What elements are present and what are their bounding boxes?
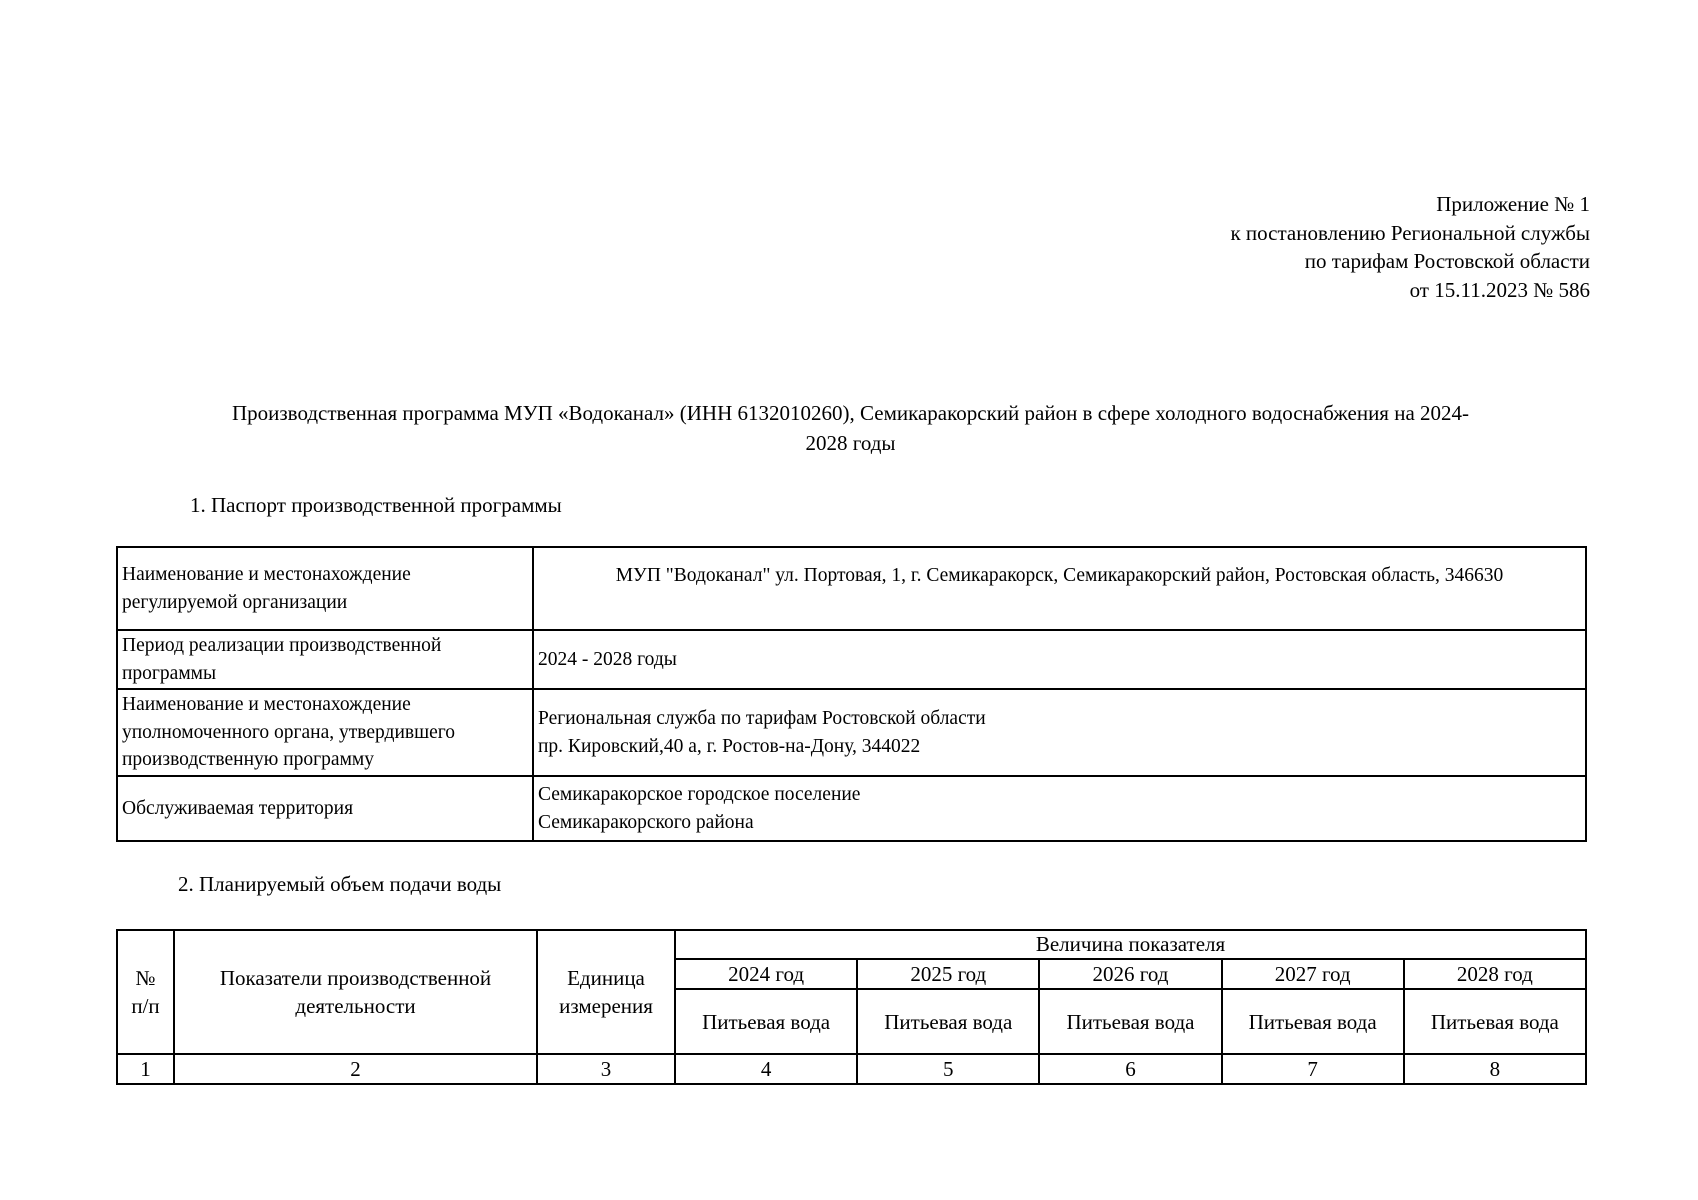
section-heading-passport: 1. Паспорт производственной программы (190, 493, 562, 517)
title-line: Производственная программа МУП «Водоканал» (ИНН 6132010260), Семикаракорский район в сфере холодного водоснабжения на 2024- (231, 401, 1470, 425)
appendix-block (1230, 190, 1590, 304)
header-water-type: Питьевая вода (857, 989, 1039, 1054)
cell-line: Семикаракорского района (538, 811, 754, 833)
cell-line: № (135, 966, 156, 990)
appendix-line: Приложение № 1 (1436, 192, 1590, 216)
column-number: 3 (537, 1054, 675, 1084)
table-cell-label (117, 547, 533, 630)
cell-line: 2024 - 2028 годы (538, 648, 677, 670)
table-row (117, 689, 1586, 776)
header-water-type: Питьевая вода (1404, 989, 1586, 1054)
table-row (117, 547, 1586, 630)
cell-line: Региональная служба по тарифам Ростовской области (538, 708, 986, 729)
cell-line: программы (122, 662, 217, 684)
cell-line: Обслуживаемая территория (122, 797, 354, 819)
table-cell-value (533, 776, 1586, 841)
table-row (117, 776, 1586, 841)
cell-line: п/п (131, 994, 160, 1018)
column-number: 4 (675, 1054, 857, 1084)
header-year: 2025 год (857, 959, 1039, 989)
table-row (117, 630, 1586, 689)
cell-line: деятельности (295, 994, 416, 1018)
cell-line: пр. Кировский,40 а, г. Ростов-на-Дону, 344022 (538, 735, 921, 757)
cell-line: уполномоченного органа, утвердившего (122, 721, 456, 743)
appendix-line: по тарифам Ростовской области (1304, 249, 1590, 273)
header-year: 2028 год (1404, 959, 1586, 989)
cell-line: Наименование и местонахождение (122, 564, 411, 585)
header-value: Величина показателя (675, 930, 1586, 959)
section-heading-water-volume: 2. Планируемый объем подачи воды (178, 872, 502, 896)
table-cell-label (117, 689, 533, 776)
table-header-row (117, 930, 1586, 959)
table-cell-value (533, 689, 1586, 776)
cell-line: Наименование и местонахождение (122, 694, 411, 716)
column-number: 1 (117, 1054, 174, 1084)
header-indicator (174, 930, 537, 1054)
table-cell-value (533, 630, 1586, 689)
header-year: 2026 год (1039, 959, 1221, 989)
cell-line: производственную программу (122, 749, 375, 771)
table-cell-label (117, 776, 533, 841)
cell-line: Единица (567, 966, 645, 990)
header-water-type: Питьевая вода (675, 989, 857, 1054)
cell-line: измерения (559, 994, 653, 1018)
column-number: 2 (174, 1054, 537, 1084)
cell-line: Семикаракорское городское поселение (538, 784, 861, 805)
table-cell-label (117, 630, 533, 689)
header-water-type: Питьевая вода (1222, 989, 1404, 1054)
passport-table (116, 546, 1587, 842)
table-cell-value (533, 547, 1586, 630)
appendix-line: от 15.11.2023 № 586 (1409, 277, 1590, 302)
column-number: 7 (1222, 1054, 1404, 1084)
header-unit (537, 930, 675, 1054)
cell-line: регулируемой организации (122, 591, 348, 613)
table-row (117, 1054, 1586, 1084)
header-num (117, 930, 174, 1054)
appendix-line: к постановлению Региональной службы (1230, 220, 1590, 245)
cell-line: МУП "Водоканал" ул. Портовая, 1, г. Семикаракорск, Семикаракорский район, Ростовская область, 346630 (615, 565, 1504, 586)
water-volume-table (116, 929, 1587, 1085)
document-title (116, 398, 1585, 458)
cell-line: Период реализации производственной (122, 635, 442, 656)
header-year: 2027 год (1222, 959, 1404, 989)
title-line: 2028 годы (805, 431, 896, 455)
column-number: 6 (1039, 1054, 1221, 1084)
header-water-type: Питьевая вода (1039, 989, 1221, 1054)
column-number: 5 (857, 1054, 1039, 1084)
column-number: 8 (1404, 1054, 1586, 1084)
header-year: 2024 год (675, 959, 857, 989)
cell-line: Показатели производственной (219, 966, 492, 990)
